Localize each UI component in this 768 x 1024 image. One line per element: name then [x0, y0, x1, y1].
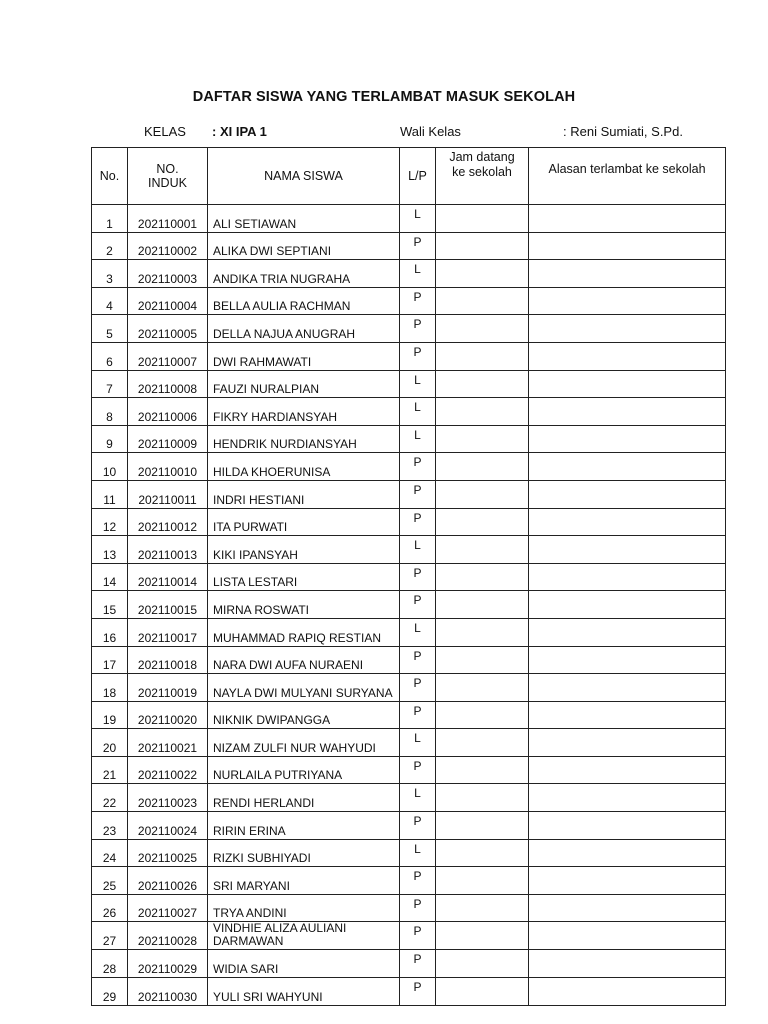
cell-no-induk: 202110028	[128, 922, 208, 950]
wali-kelas-value: : Reni Sumiati, S.Pd.	[563, 124, 683, 139]
cell-lp: P	[400, 950, 436, 978]
cell-alasan	[529, 646, 726, 674]
cell-alasan	[529, 867, 726, 895]
cell-nama-siswa: RIZKI SUBHIYADI	[208, 839, 400, 867]
table-row	[92, 425, 726, 453]
cell-no-induk: 202110005	[128, 315, 208, 343]
cell-alasan	[529, 563, 726, 591]
cell-nama-siswa: KIKI IPANSYAH	[208, 536, 400, 564]
cell-jam-datang	[436, 894, 529, 922]
cell-no-induk: 202110022	[128, 756, 208, 784]
cell-lp: P	[400, 867, 436, 895]
cell-jam-datang	[436, 618, 529, 646]
cell-alasan	[529, 950, 726, 978]
cell-jam-datang	[436, 729, 529, 757]
cell-no: 11	[92, 480, 128, 508]
cell-alasan	[529, 784, 726, 812]
cell-alasan	[529, 480, 726, 508]
cell-alasan	[529, 260, 726, 288]
cell-nama-siswa: YULI SRI WAHYUNI	[208, 978, 400, 1006]
cell-alasan	[529, 453, 726, 481]
cell-no: 28	[92, 950, 128, 978]
cell-alasan	[529, 978, 726, 1006]
table-row	[92, 480, 726, 508]
table-row	[92, 508, 726, 536]
cell-no-induk: 202110011	[128, 480, 208, 508]
cell-nama-siswa: ITA PURWATI	[208, 508, 400, 536]
cell-nama-siswa: FAUZI NURALPIAN	[208, 370, 400, 398]
cell-alasan	[529, 591, 726, 619]
cell-no-induk: 202110026	[128, 867, 208, 895]
table-row	[92, 674, 726, 702]
wali-kelas-label: Wali Kelas	[400, 124, 461, 139]
cell-alasan	[529, 342, 726, 370]
cell-nama-siswa: NIZAM ZULFI NUR WAHYUDI	[208, 729, 400, 757]
table-row	[92, 342, 726, 370]
table-row	[92, 867, 726, 895]
header-no-induk: NO. INDUK	[128, 148, 208, 205]
cell-no-induk: 202110017	[128, 618, 208, 646]
cell-lp: L	[400, 205, 436, 233]
cell-lp: L	[400, 536, 436, 564]
cell-lp: P	[400, 674, 436, 702]
cell-nama-siswa: MIRNA ROSWATI	[208, 591, 400, 619]
table-row	[92, 756, 726, 784]
table-row	[92, 950, 726, 978]
cell-no: 21	[92, 756, 128, 784]
cell-nama-siswa: TRYA ANDINI	[208, 894, 400, 922]
cell-no-induk: 202110019	[128, 674, 208, 702]
cell-lp: P	[400, 480, 436, 508]
cell-jam-datang	[436, 425, 529, 453]
cell-jam-datang	[436, 205, 529, 233]
cell-no-induk: 202110006	[128, 398, 208, 426]
cell-nama-siswa: HILDA KHOERUNISA	[208, 453, 400, 481]
header-nama-siswa: NAMA SISWA	[208, 148, 400, 205]
cell-nama-siswa: RIRIN ERINA	[208, 812, 400, 840]
cell-jam-datang	[436, 342, 529, 370]
cell-no: 7	[92, 370, 128, 398]
cell-alasan	[529, 839, 726, 867]
cell-nama-siswa: FIKRY HARDIANSYAH	[208, 398, 400, 426]
cell-jam-datang	[436, 950, 529, 978]
cell-no: 3	[92, 260, 128, 288]
cell-no: 15	[92, 591, 128, 619]
cell-alasan	[529, 205, 726, 233]
table-row	[92, 618, 726, 646]
cell-lp: P	[400, 756, 436, 784]
cell-nama-siswa: LISTA LESTARI	[208, 563, 400, 591]
cell-lp: P	[400, 894, 436, 922]
cell-alasan	[529, 674, 726, 702]
cell-no: 18	[92, 674, 128, 702]
cell-no-induk: 202110001	[128, 205, 208, 233]
cell-lp: L	[400, 729, 436, 757]
cell-nama-siswa: VINDHIE ALIZA AULIANI DARMAWAN	[208, 922, 400, 950]
cell-no-induk: 202110014	[128, 563, 208, 591]
cell-no: 9	[92, 425, 128, 453]
table-row	[92, 536, 726, 564]
cell-lp: P	[400, 453, 436, 481]
cell-nama-siswa: INDRI HESTIANI	[208, 480, 400, 508]
cell-jam-datang	[436, 756, 529, 784]
cell-no-induk: 202110002	[128, 232, 208, 260]
cell-lp: P	[400, 646, 436, 674]
cell-no: 23	[92, 812, 128, 840]
cell-no: 19	[92, 701, 128, 729]
cell-no-induk: 202110004	[128, 287, 208, 315]
cell-lp: L	[400, 784, 436, 812]
cell-lp: P	[400, 563, 436, 591]
cell-jam-datang	[436, 508, 529, 536]
cell-jam-datang	[436, 480, 529, 508]
header-no: No.	[92, 148, 128, 205]
cell-no: 13	[92, 536, 128, 564]
cell-nama-siswa: NAYLA DWI MULYANI SURYANA	[208, 674, 400, 702]
cell-jam-datang	[436, 315, 529, 343]
cell-nama-siswa: WIDIA SARI	[208, 950, 400, 978]
cell-alasan	[529, 894, 726, 922]
cell-jam-datang	[436, 232, 529, 260]
cell-jam-datang	[436, 812, 529, 840]
cell-alasan	[529, 232, 726, 260]
cell-no-induk: 202110030	[128, 978, 208, 1006]
cell-jam-datang	[436, 453, 529, 481]
cell-nama-siswa: NIKNIK DWIPANGGA	[208, 701, 400, 729]
cell-no-induk: 202110023	[128, 784, 208, 812]
cell-alasan	[529, 701, 726, 729]
cell-no: 5	[92, 315, 128, 343]
cell-nama-siswa: SRI MARYANI	[208, 867, 400, 895]
cell-lp: P	[400, 287, 436, 315]
cell-no: 8	[92, 398, 128, 426]
cell-alasan	[529, 287, 726, 315]
cell-jam-datang	[436, 591, 529, 619]
cell-no-induk: 202110009	[128, 425, 208, 453]
cell-alasan	[529, 618, 726, 646]
cell-nama-siswa: DWI RAHMAWATI	[208, 342, 400, 370]
cell-lp: L	[400, 618, 436, 646]
cell-lp: L	[400, 839, 436, 867]
cell-lp: L	[400, 398, 436, 426]
page-title: DAFTAR SISWA YANG TERLAMBAT MASUK SEKOLAH	[192, 89, 576, 105]
cell-no: 17	[92, 646, 128, 674]
cell-jam-datang	[436, 839, 529, 867]
cell-no: 4	[92, 287, 128, 315]
cell-jam-datang	[436, 260, 529, 288]
cell-jam-datang	[436, 287, 529, 315]
header-alasan: Alasan terlambat ke sekolah	[529, 148, 726, 205]
cell-no: 25	[92, 867, 128, 895]
table-row	[92, 978, 726, 1006]
table-row	[92, 784, 726, 812]
cell-nama-siswa: ALIKA DWI SEPTIANI	[208, 232, 400, 260]
kelas-value: : XI IPA 1	[212, 124, 267, 139]
cell-no-induk: 202110008	[128, 370, 208, 398]
table-row	[92, 729, 726, 757]
cell-jam-datang	[436, 784, 529, 812]
cell-alasan	[529, 425, 726, 453]
table-row	[92, 591, 726, 619]
cell-alasan	[529, 922, 726, 950]
cell-no-induk: 202110027	[128, 894, 208, 922]
cell-jam-datang	[436, 701, 529, 729]
cell-no-induk: 202110024	[128, 812, 208, 840]
table-row	[92, 205, 726, 233]
cell-no: 22	[92, 784, 128, 812]
cell-no: 16	[92, 618, 128, 646]
cell-nama-siswa: BELLA AULIA RACHMAN	[208, 287, 400, 315]
cell-no: 26	[92, 894, 128, 922]
cell-no-induk: 202110021	[128, 729, 208, 757]
cell-nama-siswa: ANDIKA TRIA NUGRAHA	[208, 260, 400, 288]
cell-no-induk: 202110015	[128, 591, 208, 619]
header-lp: L/P	[400, 148, 436, 205]
cell-alasan	[529, 508, 726, 536]
table-row	[92, 287, 726, 315]
cell-no: 1	[92, 205, 128, 233]
cell-nama-siswa: DELLA NAJUA ANUGRAH	[208, 315, 400, 343]
cell-lp: P	[400, 315, 436, 343]
cell-no-induk: 202110010	[128, 453, 208, 481]
cell-lp: P	[400, 812, 436, 840]
cell-nama-siswa: NURLAILA PUTRIYANA	[208, 756, 400, 784]
table-body	[92, 205, 726, 1006]
cell-no-induk: 202110003	[128, 260, 208, 288]
table-row	[92, 315, 726, 343]
cell-nama-siswa: HENDRIK NURDIANSYAH	[208, 425, 400, 453]
cell-lp: L	[400, 260, 436, 288]
cell-no-induk: 202110013	[128, 536, 208, 564]
cell-nama-siswa: MUHAMMAD RAPIQ RESTIAN	[208, 618, 400, 646]
cell-no: 24	[92, 839, 128, 867]
table-row	[92, 646, 726, 674]
cell-lp: P	[400, 701, 436, 729]
table-row	[92, 701, 726, 729]
cell-lp: P	[400, 922, 436, 950]
table-row	[92, 922, 726, 950]
cell-no-induk: 202110018	[128, 646, 208, 674]
cell-no: 6	[92, 342, 128, 370]
cell-no-induk: 202110029	[128, 950, 208, 978]
cell-jam-datang	[436, 922, 529, 950]
cell-lp: P	[400, 342, 436, 370]
cell-no: 27	[92, 922, 128, 950]
cell-no: 12	[92, 508, 128, 536]
cell-nama-siswa: RENDI HERLANDI	[208, 784, 400, 812]
table-row	[92, 812, 726, 840]
table-row	[92, 894, 726, 922]
cell-jam-datang	[436, 370, 529, 398]
cell-no: 14	[92, 563, 128, 591]
cell-no: 20	[92, 729, 128, 757]
header-jam-datang: Jam datang ke sekolah	[436, 148, 529, 205]
cell-jam-datang	[436, 536, 529, 564]
cell-lp: L	[400, 425, 436, 453]
cell-no-induk: 202110025	[128, 839, 208, 867]
cell-alasan	[529, 756, 726, 784]
cell-no: 10	[92, 453, 128, 481]
table-row	[92, 563, 726, 591]
table-row	[92, 370, 726, 398]
cell-lp: P	[400, 508, 436, 536]
cell-nama-siswa: NARA DWI AUFA NURAENI	[208, 646, 400, 674]
cell-no-induk: 202110020	[128, 701, 208, 729]
cell-lp: P	[400, 978, 436, 1006]
cell-alasan	[529, 315, 726, 343]
cell-no: 2	[92, 232, 128, 260]
cell-no: 29	[92, 978, 128, 1006]
cell-no-induk: 202110012	[128, 508, 208, 536]
table-row	[92, 839, 726, 867]
student-table	[91, 147, 726, 1006]
cell-nama-siswa: ALI SETIAWAN	[208, 205, 400, 233]
cell-jam-datang	[436, 978, 529, 1006]
table-row	[92, 453, 726, 481]
cell-no-induk: 202110007	[128, 342, 208, 370]
cell-jam-datang	[436, 674, 529, 702]
table-row	[92, 232, 726, 260]
table-row	[92, 398, 726, 426]
cell-alasan	[529, 812, 726, 840]
cell-alasan	[529, 536, 726, 564]
cell-jam-datang	[436, 398, 529, 426]
cell-alasan	[529, 729, 726, 757]
cell-lp: P	[400, 591, 436, 619]
table-header-row	[92, 148, 726, 205]
cell-jam-datang	[436, 563, 529, 591]
kelas-label: KELAS	[144, 124, 186, 139]
cell-jam-datang	[436, 646, 529, 674]
cell-lp: P	[400, 232, 436, 260]
cell-alasan	[529, 398, 726, 426]
cell-jam-datang	[436, 867, 529, 895]
table-row	[92, 260, 726, 288]
cell-lp: L	[400, 370, 436, 398]
cell-alasan	[529, 370, 726, 398]
